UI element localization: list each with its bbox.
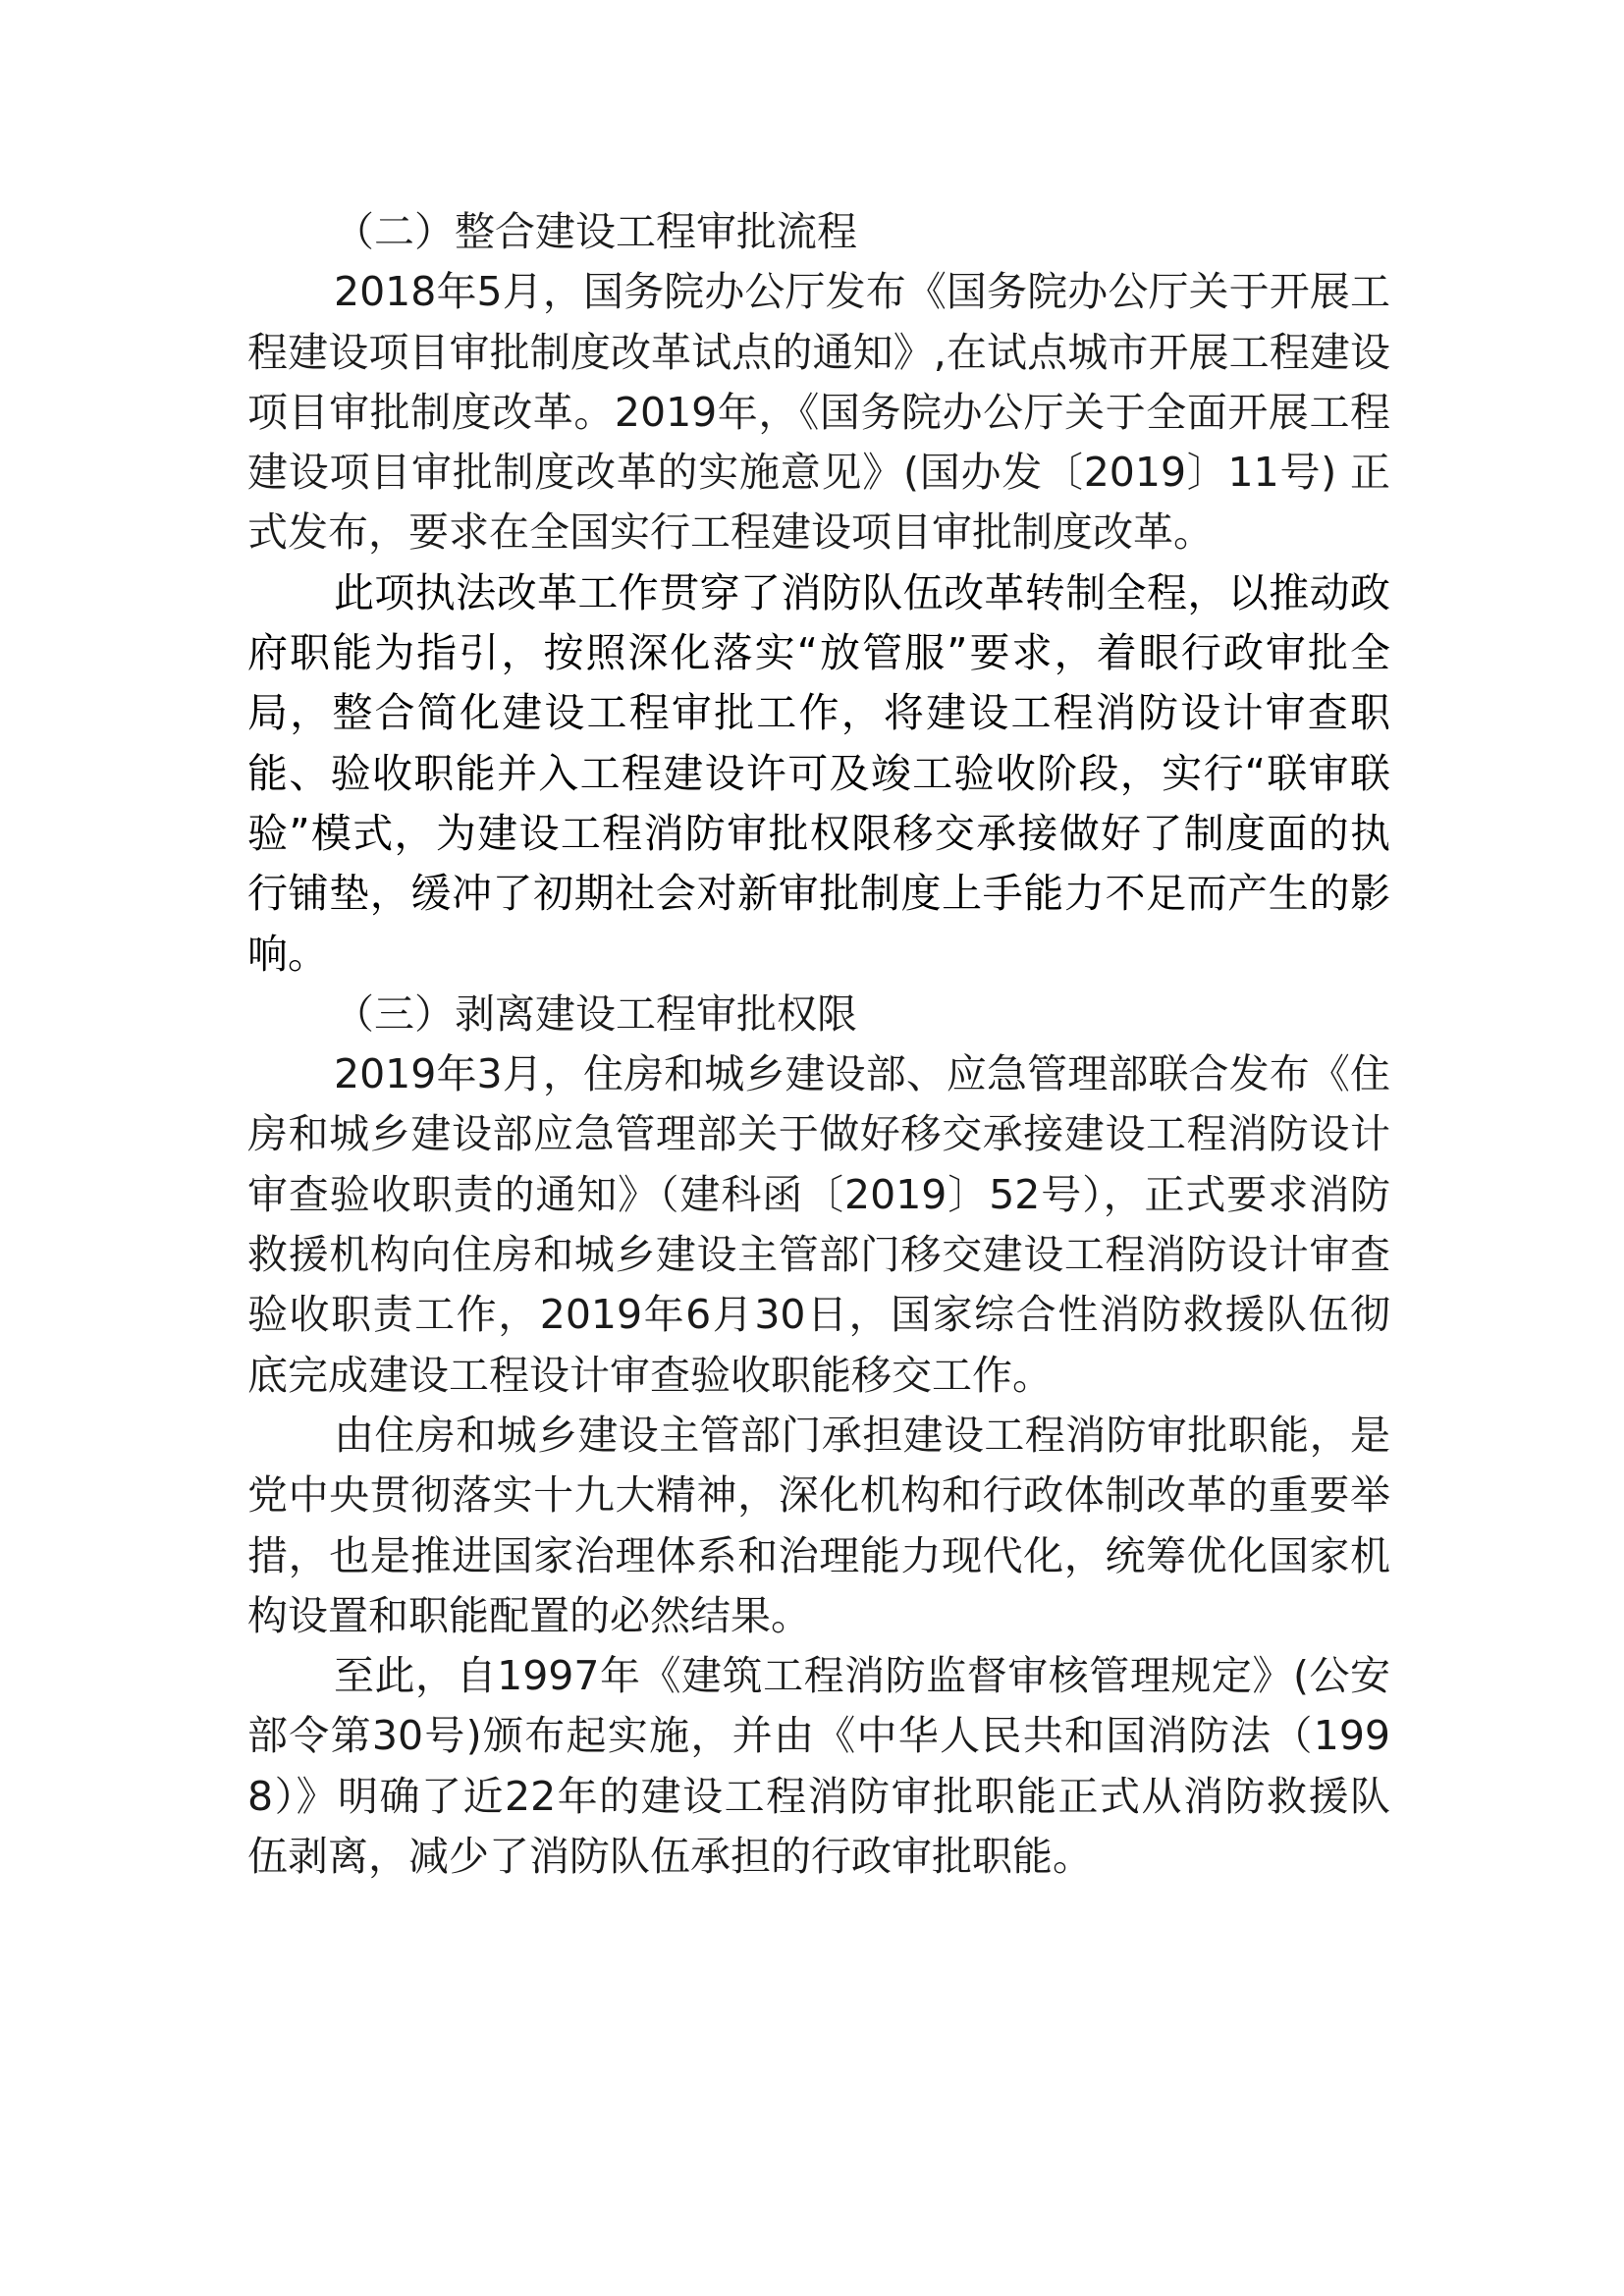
paragraph-housing-authority: 由住房和城乡建设主管部门承担建设工程消防审批职能，是党中央贯彻落实十九大精神，深化机构和行政体制改革的重要举措，也是推进国家治理体系和治理能力现代化，统筹优化国家机构设置和职能配置的必然结果。 — [247, 1411, 1390, 1639]
paragraph-conclusion: 至此，自1997年《建筑工程消防监督审核管理规定》(公安部令第30号)颁布起实施，并由《中华人民共和国消防法（1998）》明确了近22年的建设工程消防审批职能正式从消防救援队伍剥离，减少了消防队伍承担的行政审批职能。 — [247, 1652, 1390, 1881]
paragraph-reform-process: 此项执法改革工作贯穿了消防队伍改革转制全程，以推动政府职能为指引，按照深化落实“放管服”要求，着眼行政审批全局，整合简化建设工程审批工作，将建设工程消防设计审查职能、验收职能并入工程建设许可及竣工验收阶段，实行“联审联验”模式，为建设工程消防审批权限移交承接做好了制度面的执行铺垫，缓冲了初期社会对新审批制度上手能力不足而产生的影响。 — [247, 568, 1390, 978]
paragraph-transfer-notice: 2019年3月，住房和城乡建设部、应急管理部联合发布《住房和城乡建设部应急管理部关于做好移交承接建设工程消防设计审查验收职责的通知》（建科函〔2019〕52号），正式要求消防救援机构向住房和城乡建设主管部门移交建设工程消防设计审查验收职责工作，2019年6月30日，国家综合性消防救援队伍彻底完成建设工程设计审查验收职能移交工作。 — [247, 1050, 1390, 1399]
paragraph-reform-pilot: 2018年5月，国务院办公厅发布《国务院办公厅关于开展工程建设项目审批制度改革试点的通知》,在试点城市开展工程建设项目审批制度改革。2019年，《国务院办公厅关于全面开展工程建设项目审批制度改革的实施意见》(国办发〔2019〕11号) 正式发布，要求在全国实行工程建设项目审批制度改革。 — [247, 268, 1390, 557]
document-body — [247, 202, 1390, 1887]
section-heading-3: （三）剥离建设工程审批权限 — [334, 989, 857, 1038]
section-heading-2: （二）整合建设工程审批流程 — [334, 208, 857, 255]
